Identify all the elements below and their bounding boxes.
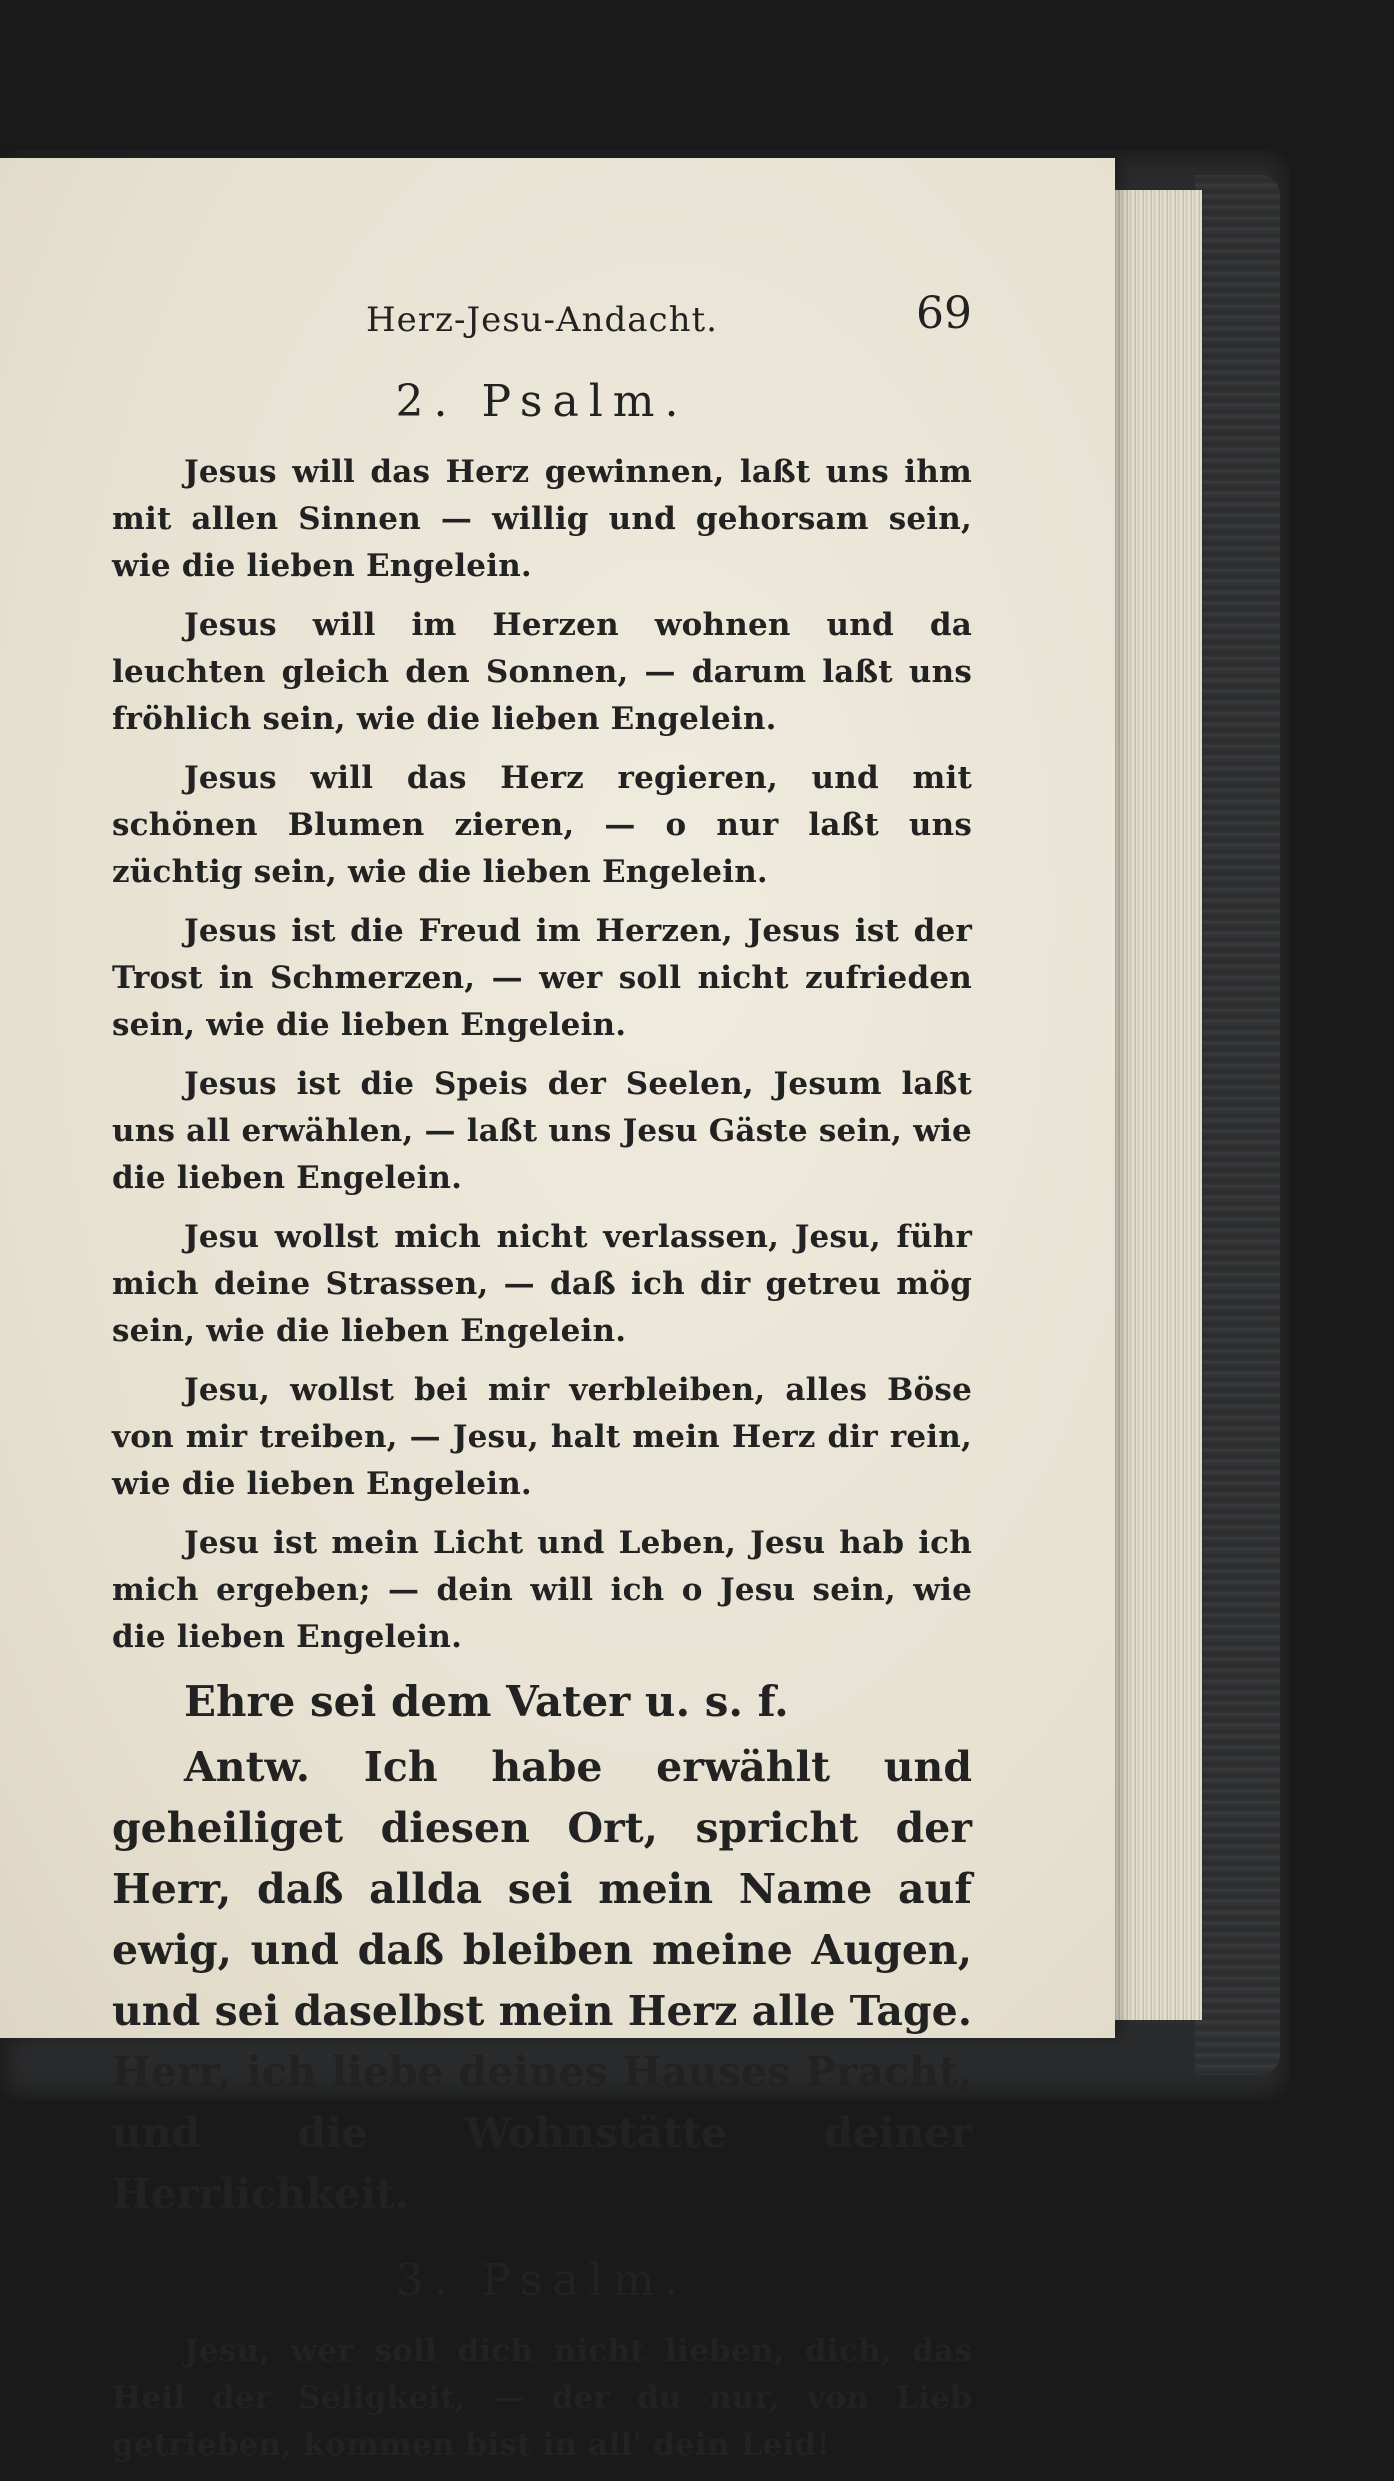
psalm-2-verse: Jesus will im Herzen wohnen und da leuchten gleich den Sonnen, — darum laßt uns fröhlich sein, wie die lieben Engelein. — [112, 607, 972, 737]
psalm-3-verse: Jesu, wer soll dich nicht lieben, dich, das Heil der Seligkeit, — der du nur, von Lieb getrieben, kommen bist in all' dein Leid! — [112, 2333, 972, 2463]
book-page — [0, 158, 1115, 2463]
page-stack-edge — [1110, 190, 1202, 2020]
antiphon-response: Antw. Ich habe erwählt und geheiliget diesen Ort, spricht der Herr, daß allda sei mein Name auf ewig, und daß bleiben meine Augen, und sei daselbst mein Herz alle Tage. Herr, ich liebe deines Hauses Pracht, und die Wohnstätte deiner Herrlichkeit. — [112, 1743, 972, 2218]
running-head: Herz-Jesu-Andacht. — [366, 300, 718, 340]
psalm-2-verse: Jesus ist die Speis der Seelen, Jesum laßt uns all erwählen, — laßt uns Jesu Gäste sein, wie die lieben Engelein. — [112, 1066, 972, 1196]
psalm-3-title: 3. Psalm. — [395, 2255, 689, 2306]
page-number: 69 — [916, 288, 972, 339]
page-header — [112, 288, 972, 358]
psalm-2-verse: Jesu wollst mich nicht verlassen, Jesu, führ mich deine Strassen, — daß ich dir getreu mög sein, wie die lieben Engelein. — [112, 1219, 972, 1349]
psalm-2-verse: Jesus ist die Freud im Herzen, Jesus ist der Trost in Schmerzen, — wer soll nicht zufrieden sein, wie die lieben Engelein. — [112, 913, 972, 1043]
book-cover-edge — [1195, 175, 1280, 2075]
psalm-2-verse: Jesus will das Herz gewinnen, laßt uns ihm mit allen Sinnen — willig und gehorsam sein, wie die lieben Engelein. — [112, 454, 972, 584]
psalm-2-verse: Jesus will das Herz regieren, und mit schönen Blumen zieren, — o nur laßt uns züchtig sein, wie die lieben Engelein. — [112, 760, 972, 890]
psalm-2-verse: Jesu ist mein Licht und Leben, Jesu hab ich mich ergeben; — dein will ich o Jesu sein, wie die lieben Engelein. — [112, 1525, 972, 1655]
page-text-block — [112, 288, 972, 2481]
psalm-2-verse: Jesu, wollst bei mir verbleiben, alles Böse von mir treiben, — Jesu, halt mein Herz dir rein, wie die lieben Engelein. — [112, 1372, 972, 1502]
gloria-patri: Ehre sei dem Vater u. s. f. — [184, 1677, 789, 1726]
psalm-2-title: 2. Psalm. — [395, 376, 689, 427]
